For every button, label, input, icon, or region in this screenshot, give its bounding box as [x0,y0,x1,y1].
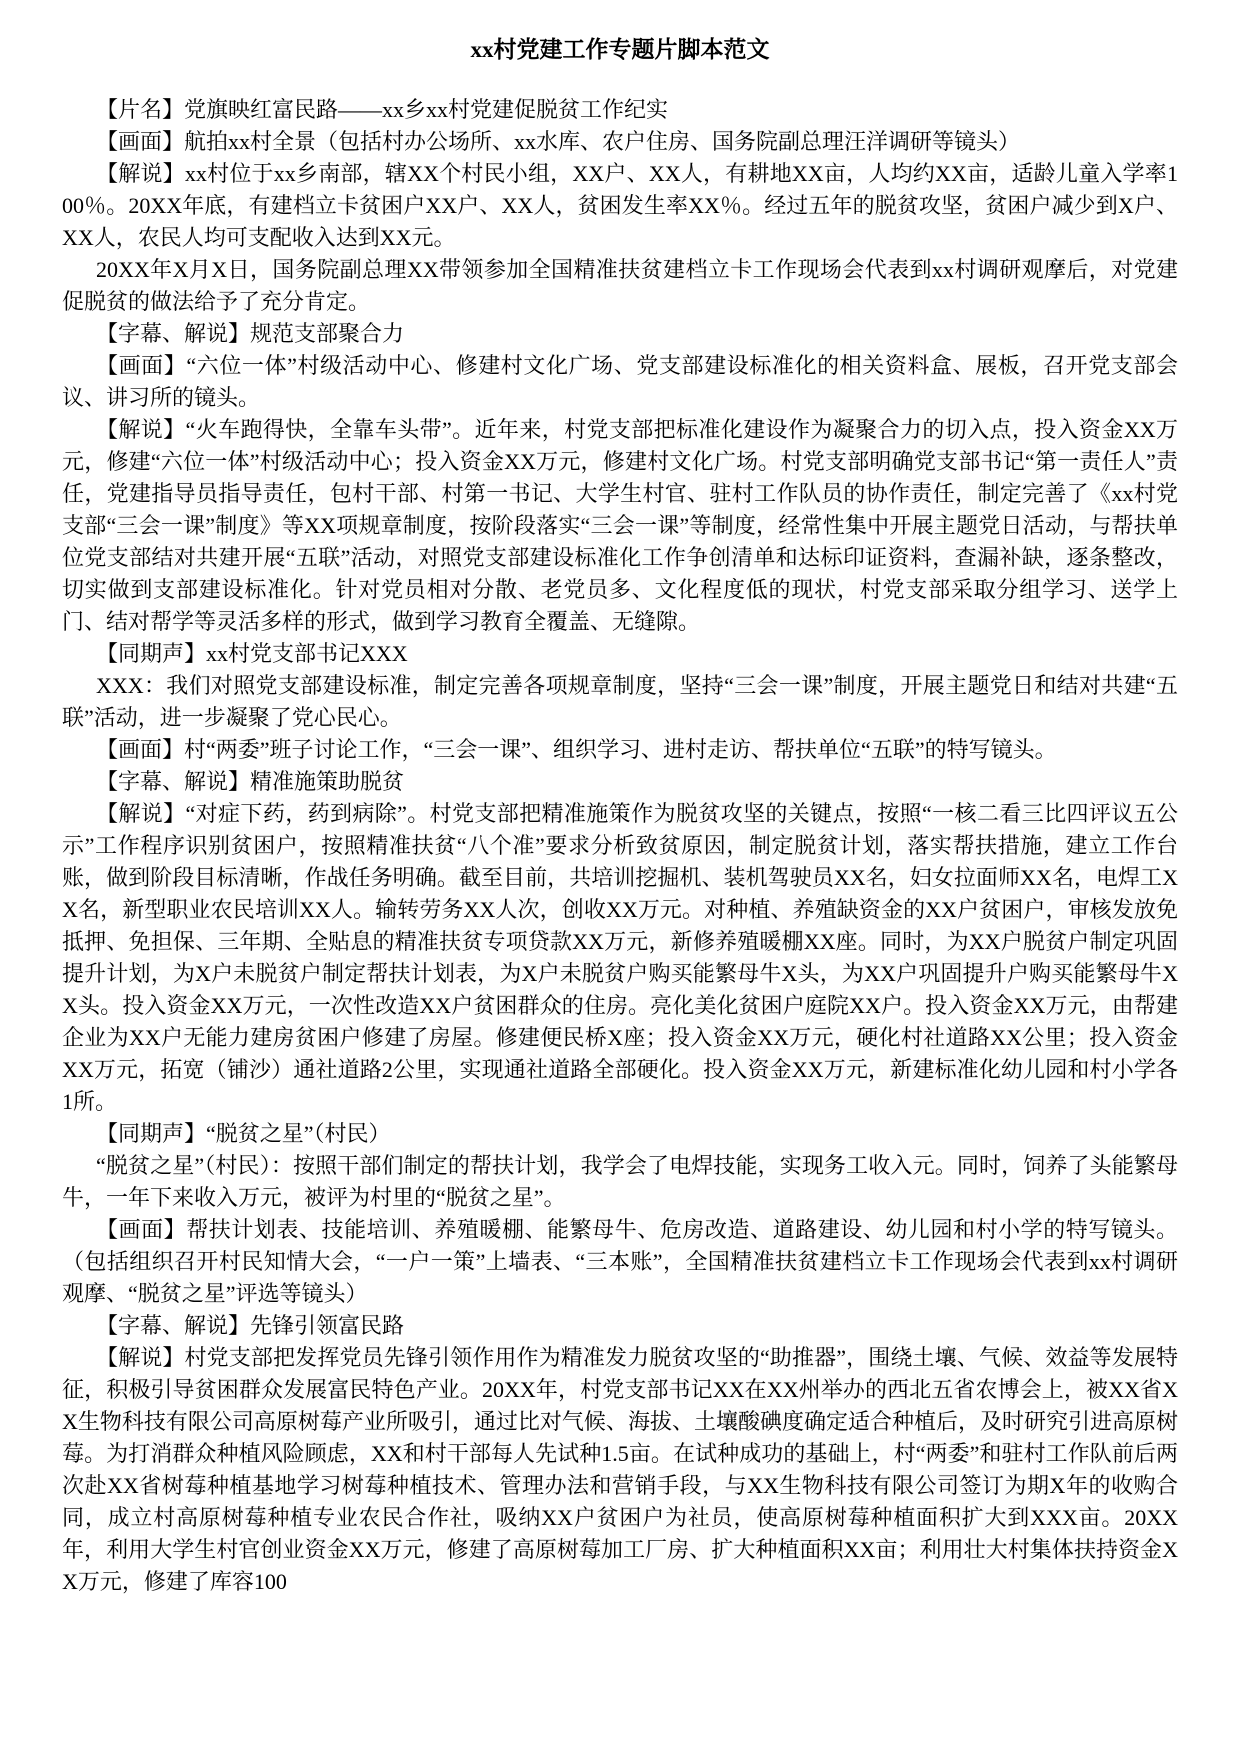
paragraph: XXX：我们对照党支部建设标准，制定完善各项规章制度，坚持“三会一课”制度，开展主题党日和结对共建“五联”活动，进一步凝聚了党心民心。 [62,673,1178,730]
paragraph: 【同期声】xx村党支部书记XXX [96,641,408,666]
paragraph: 【片名】党旗映红富民路——xx乡xx村党建促脱贫工作纪实 [96,97,669,122]
paragraph: 【画面】“六位一体”村级活动中心、修建村文化广场、党支部建设标准化的相关资料盒、展板，召开党支部会议、讲习所的镜头。 [62,353,1178,410]
paragraph: 【解说】xx村位于xx乡南部，辖XX个村民小组，XX户、XX人，有耕地XX亩，人均约XX亩，适龄儿童入学率100％。20XX年底，有建档立卡贫困户XX户、XX人，贫困发生率XX％。经过五年的脱贫攻坚，贫困户减少到X户、XX人，农民人均可支配收入达到XX元。 [62,161,1178,250]
paragraph: 【画面】帮扶计划表、技能培训、养殖暖棚、能繁母牛、危房改造、道路建设、幼儿园和村小学的特写镜头。（包括组织召开村民知情大会，“一户一策”上墙表、“三本账”，全国精准扶贫建档立卡工作现场会代表到xx村调研观摩、“脱贫之星”评选等镜头） [62,1217,1178,1306]
paragraph: 【解说】“火车跑得快，全靠车头带”。近年来，村党支部把标准化建设作为凝聚合力的切入点，投入资金XX万元，修建“六位一体”村级活动中心；投入资金XX万元，修建村文化广场。村党支部明确党支部书记“第一责任人”责任，党建指导员指导责任，包村干部、村第一书记、大学生村官、驻村工作队员的协作责任，制定完善了《xx村党支部“三会一课”制度》等XX项规章制度，按阶段落实“三会一课”等制度，经常性集中开展主题党日活动，与帮扶单位党支部结对共建开展“五联”活动，对照党支部建设标准化工作争创清单和达标印证资料，查漏补缺，逐条整改，切实做到支部建设标准化。针对党员相对分散、老党员多、文化程度低的现状，村党支部采取分组学习、送学上门、结对帮学等灵活多样的形式，做到学习教育全覆盖、无缝隙。 [62,417,1178,634]
paragraph: 【解说】“对症下药，药到病除”。村党支部把精准施策作为脱贫攻坚的关键点，按照“一核二看三比四评议五公示”工作程序识别贫困户，按照精准扶贫“八个准”要求分析致贫原因，制定脱贫计划，落实帮扶措施，建立工作台账，做到阶段目标清晰，作战任务明确。截至目前，共培训挖掘机、装机驾驶员XX名，妇女拉面师XX名，电焊工XX名，新型职业农民培训XX人。输转劳务XX人次，创收XX万元。对种植、养殖缺资金的XX户贫困户，审核发放免抵押、免担保、三年期、全贴息的精准扶贫专项贷款XX万元，新修养殖暖棚XX座。同时，为XX户脱贫户制定巩固提升计划，为X户未脱贫户制定帮扶计划表，为X户未脱贫户购买能繁母牛X头，为XX户巩固提升户购买能繁母牛XX头。投入资金XX万元，一次性改造XX户贫困群众的住房。亮化美化贫困户庭院XX户。投入资金XX万元，由帮建企业为XX户无能力建房贫困户修建了房屋。修建便民桥X座；投入资金XX万元，硬化村社道路XX公里；投入资金XX万元，拓宽（铺沙）通社道路2公里，实现通社道路全部硬化。投入资金XX万元，新建标准化幼儿园和村小学各1所。 [62,801,1178,1114]
paragraph: 【字幕、解说】先锋引领富民路 [96,1313,405,1338]
paragraph: 【字幕、解说】规范支部聚合力 [96,321,405,346]
paragraph: 20XX年X月X日，国务院副总理XX带领参加全国精准扶贫建档立卡工作现场会代表到xx村调研观摩后，对党建促脱贫的做法给予了充分肯定。 [62,257,1178,314]
paragraph: “脱贫之星”（村民）：按照干部们制定的帮扶计划，我学会了电焊技能，实现务工收入元。同时，饲养了头能繁母牛，一年下来收入万元，被评为村里的“脱贫之星”。 [62,1153,1178,1210]
paragraph: 【画面】村“两委”班子讨论工作，“三会一课”、组织学习、进村走访、帮扶单位“五联”的特写镜头。 [96,737,1057,762]
document-title: xx村党建工作专题片脚本范文 [470,37,770,62]
document-body [62,94,1178,1598]
paragraph: 【同期声】“脱贫之星”（村民） [96,1121,391,1146]
paragraph: 【画面】航拍xx村全景（包括村办公场所、xx水库、农户住房、国务院副总理汪洋调研等镜头） [96,129,1021,154]
paragraph: 【字幕、解说】精准施策助脱贫 [96,769,405,794]
paragraph: 【解说】村党支部把发挥党员先锋引领作用作为精准发力脱贫攻坚的“助推器”，围绕土壤、气候、效益等发展特征，积极引导贫困群众发展富民特色产业。20XX年，村党支部书记XX在XX州举办的西北五省农博会上，被XX省XX生物科技有限公司高原树莓产业所吸引，通过比对气候、海拔、土壤酸碘度确定适合种植后，及时研究引进高原树莓。为打消群众种植风险顾虑，XX和村干部每人先试种1.5亩。在试种成功的基础上，村“两委”和驻村工作队前后两次赴XX省树莓种植基地学习树莓种植技术、管理办法和营销手段，与XX生物科技有限公司签订为期X年的收购合同，成立村高原树莓种植专业农民合作社，吸纳XX户贫困户为社员，使高原树莓种植面积扩大到XXX亩。20XX年，利用大学生村官创业资金XX万元，修建了高原树莓加工厂房、扩大种植面积XX亩；利用壮大村集体扶持资金XX万元，修建了库容100 [62,1345,1178,1594]
